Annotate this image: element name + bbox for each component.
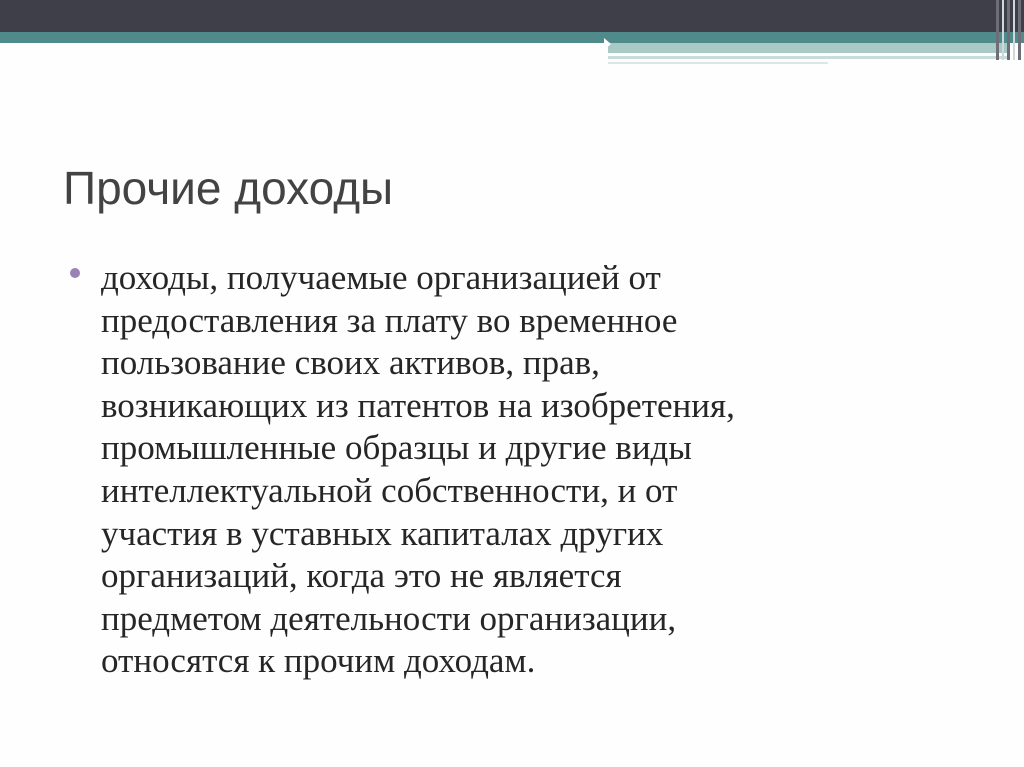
header-arrow-icon [604, 38, 611, 50]
bullet-dot-icon [70, 268, 80, 278]
header-accent-line [608, 56, 1008, 59]
body-line: предметом деятельности организации, [101, 598, 677, 638]
header-band-dark [0, 0, 1024, 32]
header-stripe [996, 0, 999, 60]
body-line: возникающих из патентов на изобретения, [101, 385, 735, 425]
body-line: участия в уставных капиталах других [101, 513, 664, 553]
body-line: организаций, когда это не является [101, 556, 622, 596]
header-band-teal [0, 32, 1024, 43]
header-stripe [1013, 0, 1015, 60]
slide-title: Прочие доходы [63, 162, 394, 214]
body-line: предоставления за плату во временное [101, 300, 678, 340]
body-line: интеллектуальной собственности, и от [101, 470, 678, 510]
header-stripe [1007, 0, 1010, 60]
body-line: промышленные образцы и другие виды [101, 428, 692, 468]
body-line: доходы, получаемые организацией от [101, 258, 661, 297]
header-stripe [1002, 0, 1004, 60]
header-accent-line-short [608, 62, 828, 64]
body-line: относятся к прочим доходам. [101, 641, 536, 681]
body-line: пользование своих активов, прав, [101, 343, 600, 383]
header-stripe [1018, 0, 1021, 60]
header-band-teal-light [608, 43, 1008, 53]
slide-body-text [101, 257, 981, 683]
